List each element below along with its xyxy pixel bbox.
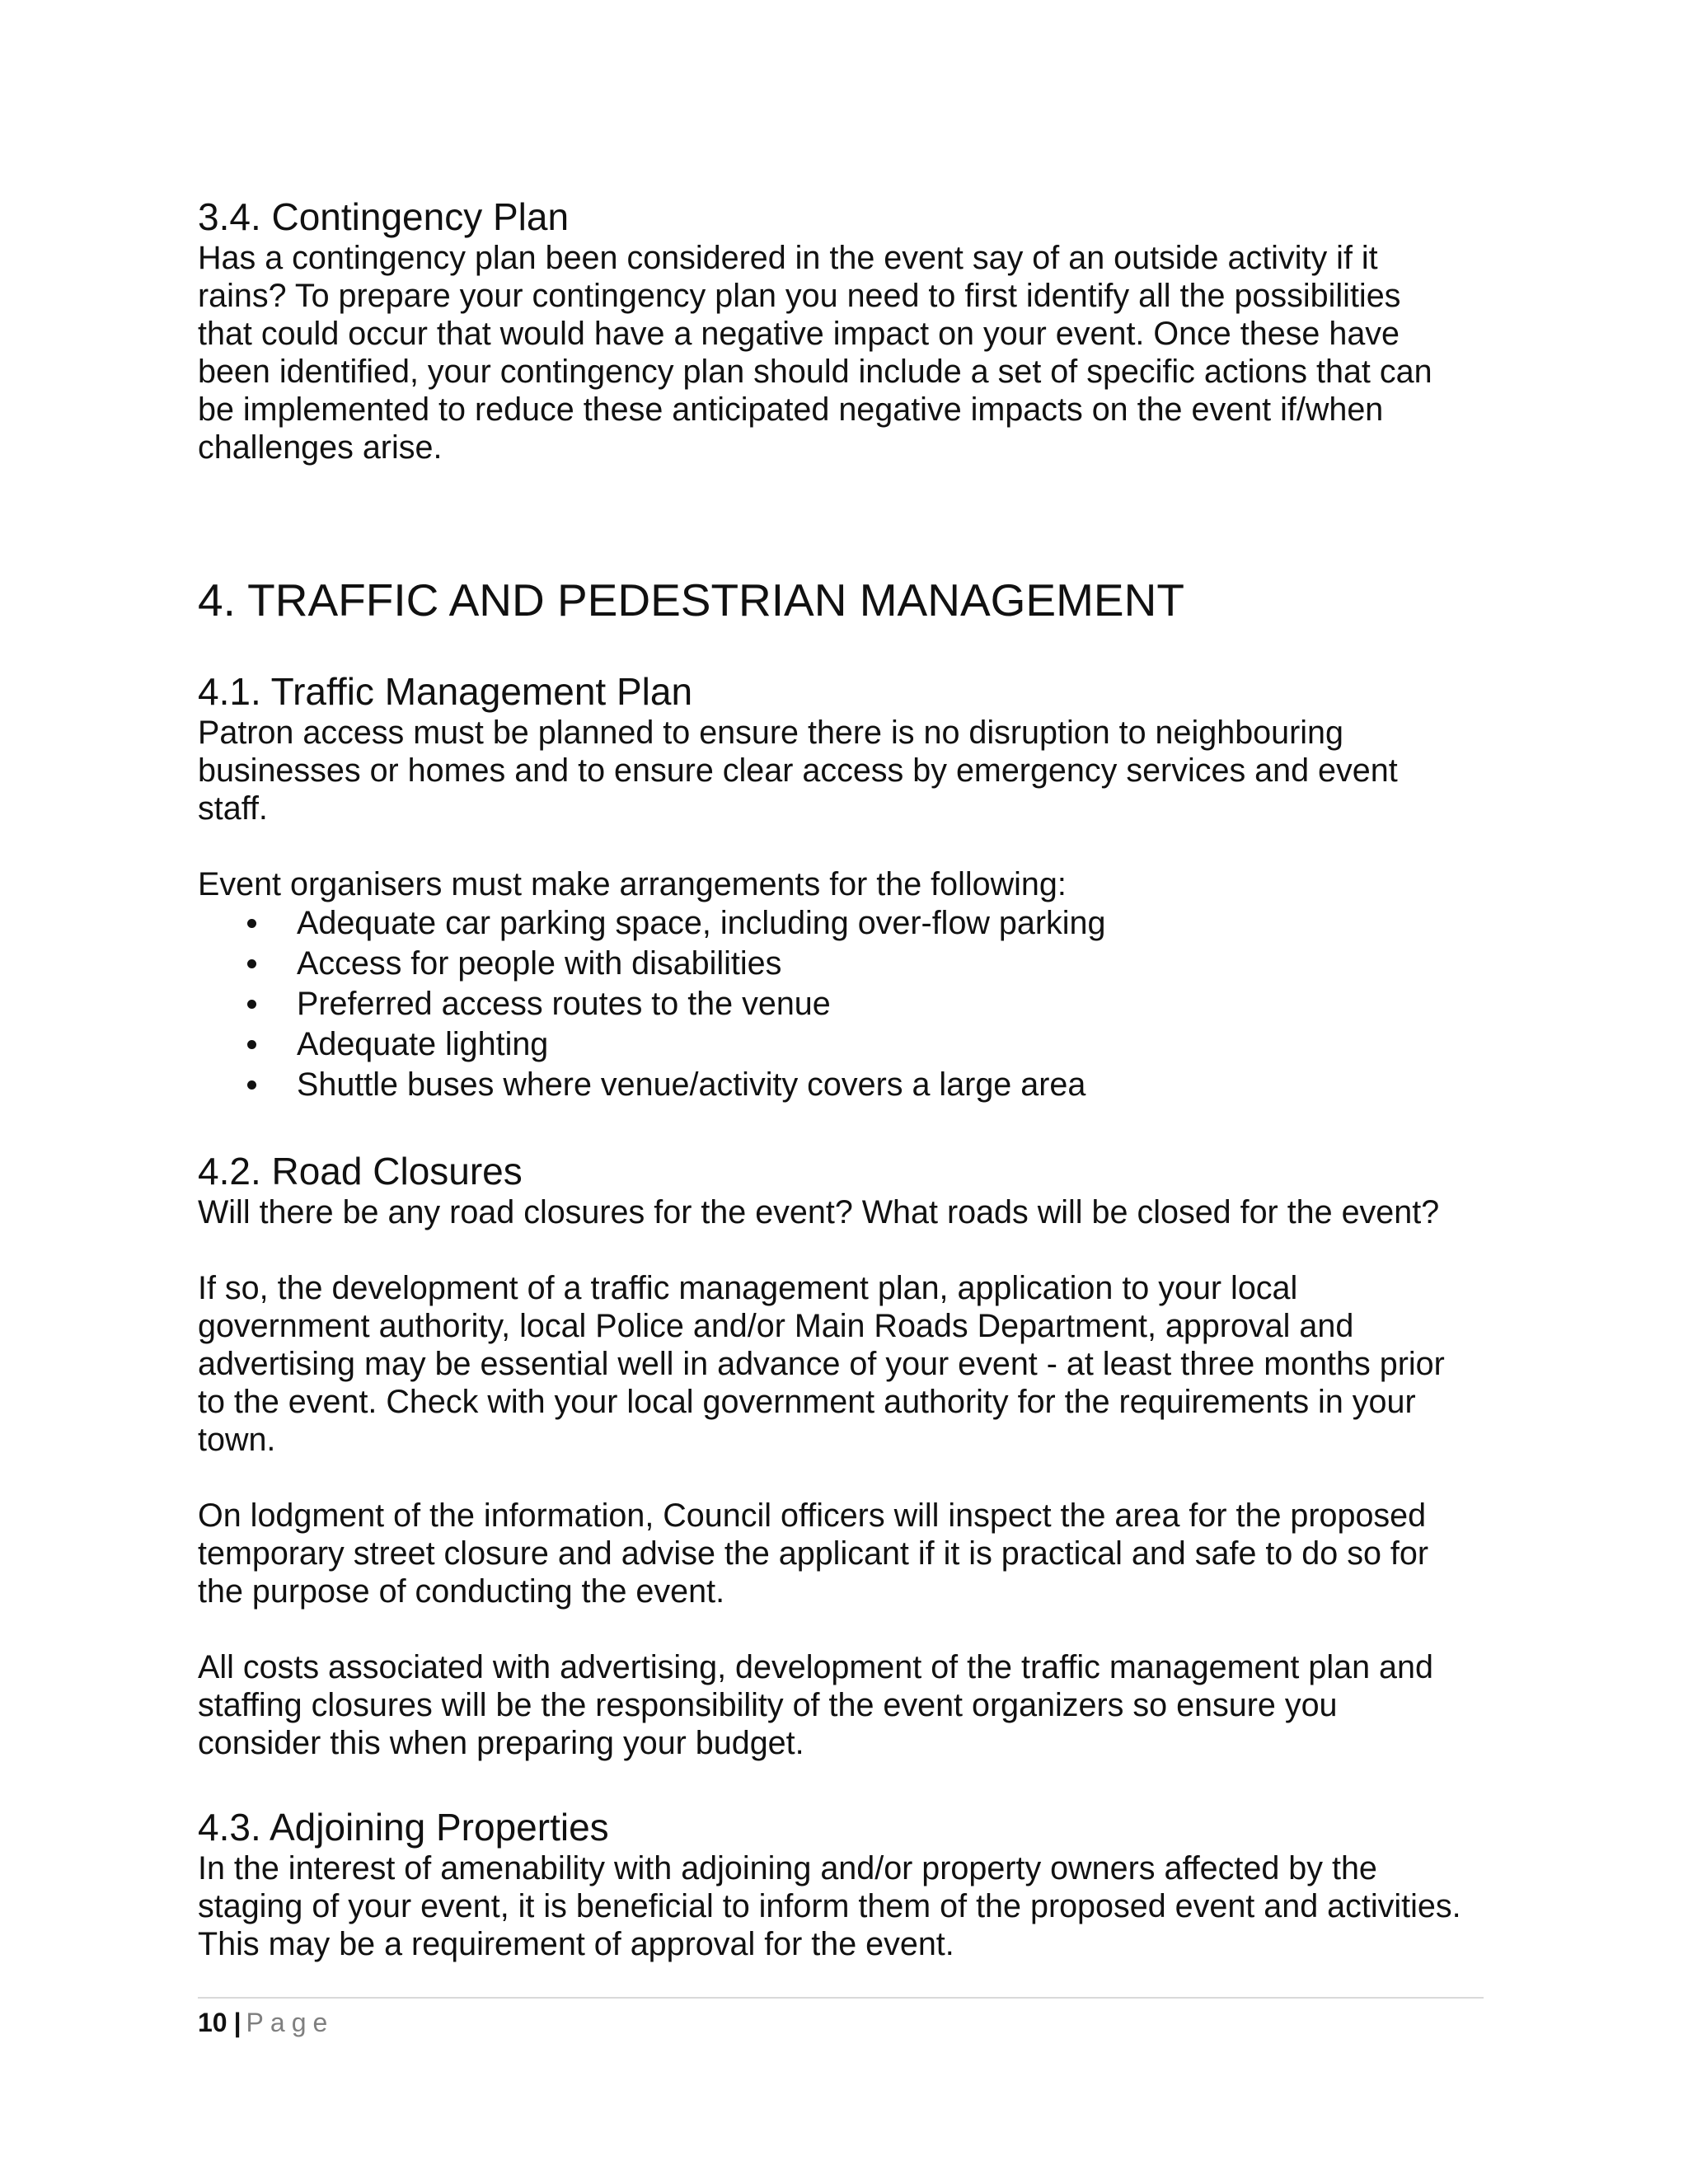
list-item: Shuttle buses where venue/activity covers a large area	[198, 1065, 1500, 1105]
section-4-3	[198, 1805, 1500, 1963]
footer-separator: |	[233, 2008, 241, 2037]
road-closures-costs-paragraph: All costs associated with advertising, development of the traffic management plan and staffing closures will be the responsibility of the event organizers so ensure you consider this when preparing your budget.	[198, 1649, 1433, 1761]
bullet-icon	[247, 1000, 256, 1009]
adjoining-properties-paragraph: In the interest of amenability with adjoining and/or property owners affected by the staging of your event, it is beneficial to inform them of the proposed event and activities. This may be a requirement of approval for the event.	[198, 1850, 1461, 1962]
heading-adjoining-properties: 4.3. Adjoining Properties	[198, 1806, 609, 1849]
list-item: Adequate lighting	[198, 1024, 1500, 1065]
road-closures-question: Will there be any road closures for the event? What roads will be closed for the event?	[198, 1194, 1440, 1230]
section-4-1	[198, 669, 1500, 1105]
list-item: Access for people with disabilities	[198, 944, 1500, 984]
contingency-plan-paragraph: Has a contingency plan been considered in the event say of an outside activity if it rains? To prepare your contingency plan you need to first identify all the possibilities that could occur that would have a negative impact on your event. Once these have been identified, your contingency plan should include a set of specific actions that can be implemented to reduce these anticipated negative impacts on the event if/when challenges arise.	[198, 240, 1432, 466]
heading-traffic-management-plan: 4.1. Traffic Management Plan	[198, 670, 693, 713]
patron-access-paragraph: Patron access must be planned to ensure there is no disruption to neighbouring businesses or homes and to ensure clear access by emergency services and event staff.	[198, 715, 1398, 827]
arrangements-list	[198, 903, 1500, 1105]
page-footer	[198, 2006, 334, 2039]
footer-divider	[198, 1997, 1484, 1999]
road-closures-development-paragraph: If so, the development of a traffic management plan, application to your local government authority, local Police and/or Main Roads Department, approval and advertising may be essential well in advance of your event - at least three months prior to the event. Check with your local government authority for the requirements in your town.	[198, 1270, 1445, 1458]
arrangements-intro: Event organisers must make arrangements for the following:	[198, 866, 1067, 902]
section-4	[198, 574, 1500, 626]
section-4-2	[198, 1149, 1500, 1762]
bullet-icon	[247, 919, 256, 928]
bullet-icon	[247, 1040, 256, 1049]
page-number: 10	[198, 2008, 227, 2037]
road-closures-inspection-paragraph: On lodgment of the information, Council officers will inspect the area for the proposed temporary street closure and advise the applicant if it is practical and safe to do so for the purpose of conducting the event.	[198, 1497, 1428, 1610]
bullet-icon	[247, 1080, 256, 1090]
heading-contingency-plan: 3.4. Contingency Plan	[198, 195, 570, 238]
section-3-4	[198, 194, 1500, 466]
list-item: Adequate car parking space, including over-flow parking	[198, 903, 1500, 944]
heading-traffic-pedestrian-management: 4. TRAFFIC AND PEDESTRIAN MANAGEMENT	[198, 574, 1184, 626]
heading-road-closures: 4.2. Road Closures	[198, 1150, 523, 1193]
bullet-icon	[247, 959, 256, 968]
list-item: Preferred access routes to the venue	[198, 984, 1500, 1024]
page-label: Page	[246, 2008, 335, 2037]
